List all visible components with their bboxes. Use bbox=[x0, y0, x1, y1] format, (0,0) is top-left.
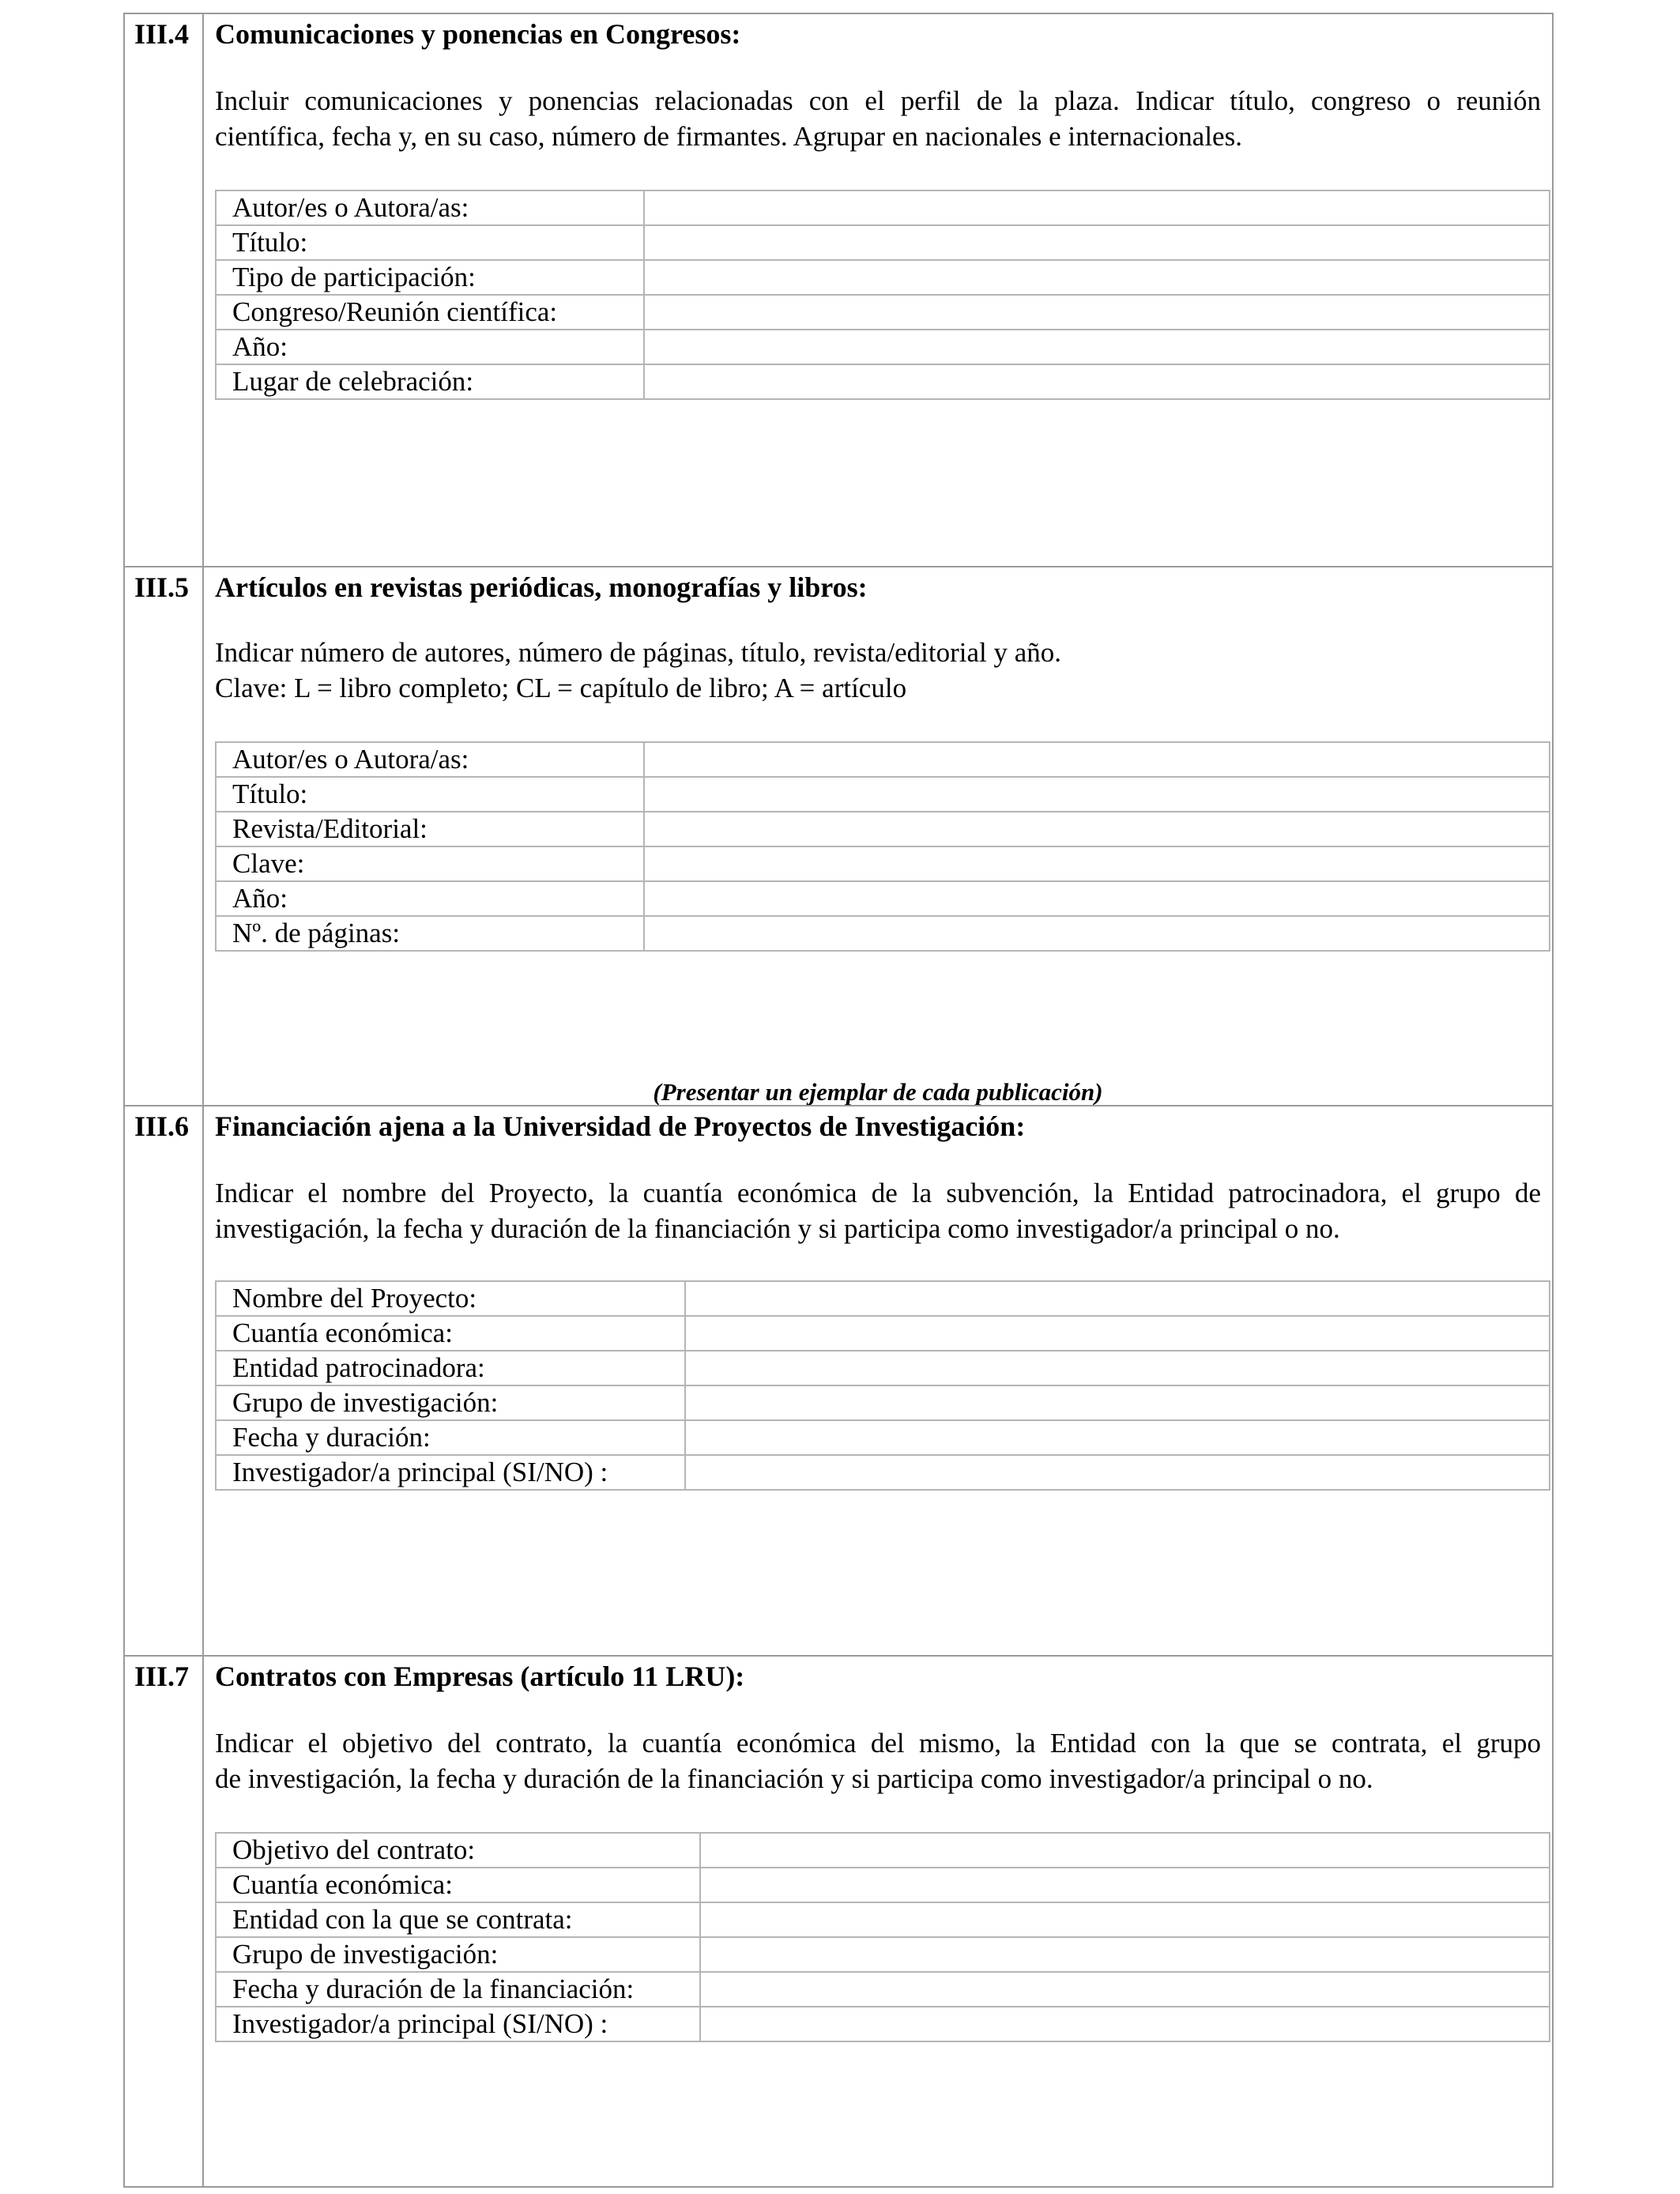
field-value-cell[interactable] bbox=[644, 881, 1550, 916]
section-title: Contratos con Empresas (artículo 11 LRU): bbox=[215, 1661, 745, 1692]
description-line: Indicar el nombre del Proyecto, la cuantía económica de la subvención, la Entidad patrocinadora, el grupo de bbox=[215, 1178, 1541, 1208]
field-row bbox=[216, 1972, 1550, 2007]
field-row bbox=[216, 2007, 1550, 2041]
form-frame bbox=[123, 13, 1554, 2188]
section-content bbox=[215, 14, 1541, 566]
fields-table bbox=[215, 190, 1550, 400]
description-line: de investigación, la fecha y duración de la financiación y si participa como investigador/a principal o no. bbox=[215, 1763, 1373, 1794]
field-value-cell[interactable] bbox=[685, 1316, 1550, 1351]
field-label: Investigador/a principal (SI/NO) : bbox=[216, 1455, 685, 1490]
section-description bbox=[215, 635, 1541, 706]
section-title: Financiación ajena a la Universidad de Proyectos de Investigación: bbox=[215, 1110, 1026, 1142]
section-number: III.4 bbox=[134, 18, 190, 50]
field-row bbox=[216, 1455, 1550, 1490]
field-label: Tipo de participación: bbox=[216, 260, 644, 295]
section-content bbox=[215, 567, 1541, 1105]
field-value-cell[interactable] bbox=[700, 2007, 1550, 2041]
description-line: científica, fecha y, en su caso, número de firmantes. Agrupar en nacionales e internacionales. bbox=[215, 121, 1242, 152]
field-label: Grupo de investigación: bbox=[216, 1385, 685, 1420]
section-description bbox=[215, 83, 1541, 154]
field-value-cell[interactable] bbox=[700, 1833, 1550, 1868]
field-row bbox=[216, 812, 1550, 846]
field-label: Autor/es o Autora/as: bbox=[216, 742, 644, 777]
field-label: Investigador/a principal (SI/NO) : bbox=[216, 2007, 700, 2041]
section-number-cell bbox=[125, 1657, 204, 2186]
description-line: Indicar número de autores, número de páginas, título, revista/editorial y año. bbox=[215, 637, 1062, 668]
field-row bbox=[216, 777, 1550, 812]
section-iii-5 bbox=[125, 566, 1552, 1105]
section-number: III.7 bbox=[134, 1661, 190, 1692]
field-label: Entidad patrocinadora: bbox=[216, 1351, 685, 1385]
field-row bbox=[216, 1420, 1550, 1455]
field-label: Objetivo del contrato: bbox=[216, 1833, 700, 1868]
field-label: Congreso/Reunión científica: bbox=[216, 295, 644, 330]
field-row bbox=[216, 295, 1550, 330]
field-row bbox=[216, 225, 1550, 260]
field-row bbox=[216, 1385, 1550, 1420]
field-value-cell[interactable] bbox=[685, 1281, 1550, 1316]
field-value-cell[interactable] bbox=[644, 846, 1550, 881]
field-value-cell[interactable] bbox=[644, 777, 1550, 812]
section-description bbox=[215, 1175, 1541, 1246]
field-label: Clave: bbox=[216, 846, 644, 881]
field-row bbox=[216, 364, 1550, 399]
field-label: Revista/Editorial: bbox=[216, 812, 644, 846]
field-label: Nombre del Proyecto: bbox=[216, 1281, 685, 1316]
field-row bbox=[216, 330, 1550, 364]
description-line: investigación, la fecha y duración de la financiación y si participa como investigador/a principal o no. bbox=[215, 1213, 1340, 1244]
field-value-cell[interactable] bbox=[700, 1937, 1550, 1972]
description-line: Incluir comunicaciones y ponencias relacionadas con el perfil de la plaza. Indicar título, congreso o reunión bbox=[215, 85, 1541, 116]
section-iii-4 bbox=[125, 14, 1552, 566]
field-label: Año: bbox=[216, 881, 644, 916]
field-label: Cuantía económica: bbox=[216, 1868, 700, 1902]
field-row bbox=[216, 190, 1550, 225]
section-number: III.6 bbox=[134, 1110, 190, 1142]
fields-table bbox=[215, 1832, 1550, 2042]
field-label: Año: bbox=[216, 330, 644, 364]
field-value-cell[interactable] bbox=[685, 1455, 1550, 1490]
field-value-cell[interactable] bbox=[685, 1385, 1550, 1420]
field-row bbox=[216, 1833, 1550, 1868]
field-row bbox=[216, 846, 1550, 881]
field-value-cell[interactable] bbox=[685, 1351, 1550, 1385]
field-row bbox=[216, 916, 1550, 951]
field-value-cell[interactable] bbox=[644, 225, 1550, 260]
section-iii-7 bbox=[125, 1655, 1552, 2186]
section-number-cell bbox=[125, 14, 204, 566]
section-content bbox=[215, 1657, 1541, 2186]
field-value-cell[interactable] bbox=[644, 916, 1550, 951]
field-label: Título: bbox=[216, 777, 644, 812]
section-number: III.5 bbox=[134, 571, 190, 603]
section-description bbox=[215, 1725, 1541, 1796]
fields-table bbox=[215, 1280, 1550, 1491]
field-value-cell[interactable] bbox=[644, 260, 1550, 295]
field-label: Cuantía económica: bbox=[216, 1316, 685, 1351]
field-label: Autor/es o Autora/as: bbox=[216, 190, 644, 225]
field-label: Nº. de páginas: bbox=[216, 916, 644, 951]
field-value-cell[interactable] bbox=[644, 330, 1550, 364]
description-line: Clave: L = libro completo; CL = capítulo de libro; A = artículo bbox=[215, 673, 907, 703]
section-number-cell bbox=[125, 1106, 204, 1655]
field-value-cell[interactable] bbox=[700, 1972, 1550, 2007]
field-row bbox=[216, 1281, 1550, 1316]
description-line: Indicar el objetivo del contrato, la cuantía económica del mismo, la Entidad con la que se contrata, el grupo bbox=[215, 1728, 1541, 1759]
publication-note: (Presentar un ejemplar de cada publicación) bbox=[653, 1078, 1103, 1106]
section-number-cell bbox=[125, 567, 204, 1105]
field-row bbox=[216, 1351, 1550, 1385]
field-row bbox=[216, 1937, 1550, 1972]
field-value-cell[interactable] bbox=[644, 190, 1550, 225]
field-value-cell[interactable] bbox=[644, 364, 1550, 399]
field-label: Fecha y duración de la financiación: bbox=[216, 1972, 700, 2007]
field-row bbox=[216, 881, 1550, 916]
field-value-cell[interactable] bbox=[644, 812, 1550, 846]
field-row bbox=[216, 742, 1550, 777]
field-value-cell[interactable] bbox=[644, 742, 1550, 777]
section-content bbox=[215, 1106, 1541, 1655]
field-row bbox=[216, 1868, 1550, 1902]
section-title: Comunicaciones y ponencias en Congresos: bbox=[215, 18, 741, 50]
field-row bbox=[216, 1902, 1550, 1937]
field-row bbox=[216, 260, 1550, 295]
field-value-cell[interactable] bbox=[700, 1868, 1550, 1902]
field-value-cell[interactable] bbox=[685, 1420, 1550, 1455]
field-label: Título: bbox=[216, 225, 644, 260]
field-label: Grupo de investigación: bbox=[216, 1937, 700, 1972]
field-value-cell[interactable] bbox=[644, 295, 1550, 330]
field-row bbox=[216, 1316, 1550, 1351]
fields-table bbox=[215, 741, 1550, 952]
field-label: Entidad con la que se contrata: bbox=[216, 1902, 700, 1937]
field-label: Lugar de celebración: bbox=[216, 364, 644, 399]
field-label: Fecha y duración: bbox=[216, 1420, 685, 1455]
section-title: Artículos en revistas periódicas, monografías y libros: bbox=[215, 571, 868, 603]
field-value-cell[interactable] bbox=[700, 1902, 1550, 1937]
section-iii-6 bbox=[125, 1105, 1552, 1655]
